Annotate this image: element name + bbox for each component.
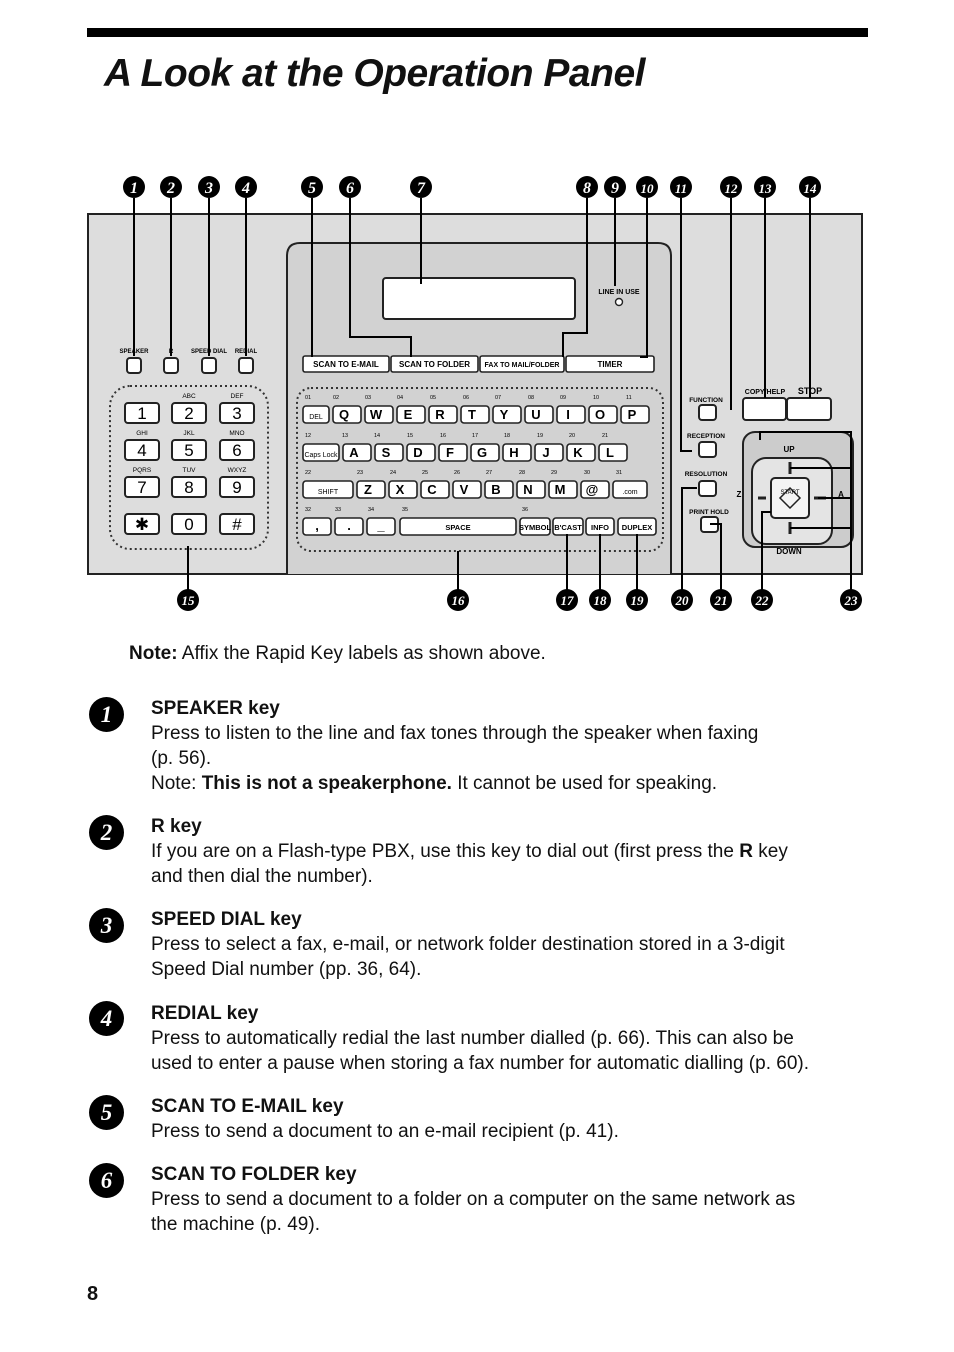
rapid-key-label: Z xyxy=(364,482,372,497)
line-part: If you are on a Flash-type PBX, use this key to dial out (first press the xyxy=(151,841,740,862)
item-bullet-6: 6 xyxy=(89,1163,124,1198)
item-line: (p. 56). xyxy=(151,748,212,769)
rapid-key-number: 09 xyxy=(560,395,567,401)
note-rest: It cannot be used for speaking. xyxy=(451,773,718,794)
item-line: Press to send a document to an e-mail recipient (p. 41). xyxy=(151,1121,619,1142)
callout-number: 21 xyxy=(714,593,728,608)
rapid-key-label: M xyxy=(554,482,566,497)
item-redial xyxy=(151,1001,861,1076)
rapid-key-label: B xyxy=(491,482,501,497)
rapid-key-number: 26 xyxy=(454,470,461,476)
rapid-key-label: N xyxy=(523,482,533,497)
rapid-key-label: Caps Lock xyxy=(304,452,338,459)
item-heading: SCAN TO FOLDER key xyxy=(151,1164,357,1185)
left-label: Z xyxy=(736,490,742,499)
line-part: key xyxy=(752,841,788,862)
resolution-label: RESOLUTION xyxy=(684,471,728,478)
rapid-key-number: 35 xyxy=(402,507,409,513)
rapid-key-label: S xyxy=(381,445,391,460)
rapid-key-label: Y xyxy=(499,407,509,422)
function-key[interactable] xyxy=(699,405,716,420)
rapid-key-number: 02 xyxy=(333,395,340,401)
rapid-key-number: 36 xyxy=(522,507,529,513)
start-key xyxy=(771,478,809,518)
rapid-key-label: F xyxy=(446,445,454,460)
scan-key-label: SCAN TO FOLDER xyxy=(399,360,470,369)
keypad-digit: 8 xyxy=(184,478,194,497)
item-line: Press to automatically redial the last number dialled (p. 66). This can also be xyxy=(151,1028,794,1049)
rapid-key-label: D xyxy=(413,445,423,460)
left-key-label: SPEED DIAL xyxy=(190,349,228,355)
keypad-letters: WXYZ xyxy=(227,467,247,474)
rapid-key-number: 13 xyxy=(342,433,349,439)
note-label: Note: xyxy=(129,643,178,664)
keypad-digit: 2 xyxy=(184,404,194,423)
rapid-key-label: , xyxy=(315,518,319,533)
rapid-key-number: 21 xyxy=(602,433,609,439)
rapid-key-label: DUPLEX xyxy=(621,523,653,532)
operation-panel-diagram xyxy=(0,0,954,640)
item-scan-to-folder xyxy=(151,1162,861,1237)
rapid-key-label: K xyxy=(573,445,583,460)
item-line: and then dial the number). xyxy=(151,866,373,887)
keypad-letters: PQRS xyxy=(132,467,152,474)
stop-label: STOP xyxy=(797,386,823,396)
rapid-key-label: _ xyxy=(377,518,385,533)
rapid-key-number: 18 xyxy=(504,433,511,439)
rapid-key-label: SHIFT xyxy=(317,489,339,496)
keypad-digit: 5 xyxy=(184,441,194,460)
callout-number: 11 xyxy=(674,181,688,196)
item-heading: R key xyxy=(151,816,202,837)
keypad-digit: ✱ xyxy=(134,515,150,534)
callout-number: 10 xyxy=(640,181,654,196)
callout-number: 16 xyxy=(451,593,465,608)
item-line: Press to listen to the line and fax tones through the speaker when faxing xyxy=(151,723,759,744)
rapid-key-label: . xyxy=(347,518,351,533)
note-bold: This is not a speakerphone. xyxy=(201,773,452,794)
line-bold: R xyxy=(739,841,753,862)
note-prefix: Note: xyxy=(151,773,202,794)
copy-help-key[interactable] xyxy=(743,398,786,420)
rapid-key-number: 19 xyxy=(537,433,544,439)
stop-key[interactable] xyxy=(787,398,831,420)
keypad-letters: MNO xyxy=(229,430,245,437)
keypad-digit: 0 xyxy=(184,515,194,534)
rapid-key-number: 11 xyxy=(626,395,632,401)
rapid-key-number: 04 xyxy=(397,395,404,401)
callout-number: 3 xyxy=(205,180,213,197)
scan-key-label: TIMER xyxy=(597,360,623,369)
rapid-key-number: 30 xyxy=(584,470,591,476)
function-label: FUNCTION xyxy=(689,397,723,404)
item-bullet-2: 2 xyxy=(89,815,124,850)
reception-label: RECEPTION xyxy=(687,433,725,440)
rapid-key-number: 12 xyxy=(305,433,312,439)
rapid-key-label: A xyxy=(349,445,359,460)
callout-number: 4 xyxy=(242,180,250,197)
rapid-key-label: .com xyxy=(622,489,638,496)
rapid-key-label: I xyxy=(566,407,570,422)
rapid-key-number: 29 xyxy=(551,470,558,476)
item-bullet-3: 3 xyxy=(89,908,124,943)
item-heading: REDIAL key xyxy=(151,1003,259,1024)
rapid-key-label: E xyxy=(403,407,413,422)
item-line: Press to send a document to a folder on a computer on the same network as xyxy=(151,1189,796,1210)
callout-number: 7 xyxy=(417,180,425,197)
rapid-key-number: 33 xyxy=(335,507,342,513)
page-title: A Look at the Operation Panel xyxy=(104,52,645,95)
keypad-digit: 6 xyxy=(232,441,242,460)
rapid-key-label: INFO xyxy=(591,523,609,532)
rapid-key-label: J xyxy=(542,445,550,460)
start-label: START xyxy=(780,490,800,496)
item-bullet-1: 1 xyxy=(89,697,124,732)
callout-number: 9 xyxy=(611,180,619,197)
rapid-key-label: R xyxy=(435,407,445,422)
rapid-key-number: 34 xyxy=(368,507,375,513)
item-line: Press to select a fax, e-mail, or network folder destination stored in a 3-digit xyxy=(151,934,785,955)
keypad-digit: 1 xyxy=(137,404,147,423)
rapid-key-label: P xyxy=(627,407,637,422)
note-text: Affix the Rapid Key labels as shown above. xyxy=(177,643,546,664)
rapid-key[interactable] xyxy=(557,406,585,423)
item-r-key xyxy=(151,814,861,889)
rapid-key-label: G xyxy=(476,445,488,460)
rapid-key-number: 17 xyxy=(472,433,479,439)
reception-key[interactable] xyxy=(699,442,716,457)
item-line: Speed Dial number (pp. 36, 64). xyxy=(151,959,422,980)
left-key-label: R xyxy=(168,349,174,355)
line-in-use-led xyxy=(616,299,623,306)
rapid-key-number: 16 xyxy=(440,433,447,439)
scan-key-label: SCAN TO E-MAIL xyxy=(313,360,379,369)
keypad-letters: GHI xyxy=(136,430,148,437)
item-line: used to enter a pause when storing a fax number for automatic dialling (p. 60). xyxy=(151,1053,809,1074)
left-key[interactable] xyxy=(202,358,216,373)
item-heading: SPEAKER key xyxy=(151,698,280,719)
callout-number: 15 xyxy=(181,593,195,608)
rapid-key-number: 08 xyxy=(528,395,535,401)
rapid-key-number: 24 xyxy=(390,470,397,476)
rapid-key-label: X xyxy=(395,482,405,497)
rapid-key-number: 32 xyxy=(305,507,312,513)
scan-key-strip xyxy=(303,356,654,372)
keypad-letters: JKL xyxy=(183,430,195,437)
callout-number: 20 xyxy=(675,593,689,608)
right-label: A xyxy=(838,490,844,499)
rapid-key-label: SYMBOL xyxy=(518,523,552,532)
callout-number: 2 xyxy=(167,180,175,197)
rapid-key-label: O xyxy=(594,407,606,422)
rapid-key-number: 25 xyxy=(422,470,429,476)
item-scan-to-email xyxy=(151,1094,861,1144)
page-number: 8 xyxy=(87,1283,99,1305)
rapid-key-number: 15 xyxy=(407,433,414,439)
rapid-key-label: Q xyxy=(338,407,350,422)
rapid-key-number: 20 xyxy=(569,433,576,439)
callout-number: 5 xyxy=(308,180,316,197)
callout-number: 23 xyxy=(844,593,858,608)
item-heading: SCAN TO E-MAIL key xyxy=(151,1096,344,1117)
rapid-key-label: T xyxy=(468,407,476,422)
rapid-key-number: 23 xyxy=(357,470,364,476)
item-heading: SPEED DIAL key xyxy=(151,909,302,930)
rapid-key-label: L xyxy=(606,445,614,460)
rapid-key-label: V xyxy=(459,482,469,497)
item-speed-dial xyxy=(151,907,861,982)
rapid-key-label: H xyxy=(509,445,519,460)
callout-number: 6 xyxy=(346,180,354,197)
item-line: the machine (p. 49). xyxy=(151,1214,320,1235)
left-key[interactable] xyxy=(239,358,253,373)
callout-number: 18 xyxy=(593,593,607,608)
rapid-key-number: 27 xyxy=(486,470,493,476)
rapid-key-label: B'CAST xyxy=(554,523,582,532)
callout-number: 17 xyxy=(560,593,574,608)
left-key[interactable] xyxy=(127,358,141,373)
rapid-key-number: 06 xyxy=(463,395,470,401)
keypad-letters: DEF xyxy=(230,393,244,400)
rapid-key-number: 01 xyxy=(305,395,312,401)
up-label: UP xyxy=(783,445,795,454)
rapid-key-label: SPACE xyxy=(445,523,471,532)
item-speaker xyxy=(151,696,861,796)
callout-number: 12 xyxy=(724,181,738,196)
keypad-digit: 4 xyxy=(137,441,147,460)
rapid-key-number: 03 xyxy=(365,395,372,401)
item-bullet-4: 4 xyxy=(89,1001,124,1036)
left-key-label: REDIAL xyxy=(234,349,258,355)
scan-key-label: FAX TO MAIL/FOLDER xyxy=(484,362,560,369)
keypad-letters: TUV xyxy=(182,467,196,474)
item-bullet-5: 5 xyxy=(89,1095,124,1130)
callout-number: 8 xyxy=(583,180,591,197)
copy-help-label: COPY/HELP xyxy=(744,389,786,396)
keypad-digit: 3 xyxy=(232,404,242,423)
keypad-letters: ABC xyxy=(182,393,196,400)
keypad-digit: 7 xyxy=(137,478,147,497)
rapid-key-number: 07 xyxy=(495,395,502,401)
rapid-key-number: 22 xyxy=(305,470,312,476)
rapid-key-number: 28 xyxy=(519,470,526,476)
callout-number: 1 xyxy=(130,180,138,197)
down-label: DOWN xyxy=(776,547,802,556)
rapid-key-label: U xyxy=(531,407,541,422)
rapid-key-label: C xyxy=(427,482,437,497)
callout-number: 13 xyxy=(758,181,772,196)
line-in-use-label: LINE IN USE xyxy=(598,289,640,296)
rapid-key-note xyxy=(129,643,546,665)
callout-number: 19 xyxy=(630,593,644,608)
rapid-key-number: 10 xyxy=(593,395,600,401)
left-key[interactable] xyxy=(164,358,178,373)
callout-number: 14 xyxy=(803,181,817,196)
rapid-key-number: 31 xyxy=(616,470,623,476)
item-line xyxy=(151,839,861,864)
keypad-digit: 9 xyxy=(232,478,242,497)
rapid-key-label: W xyxy=(369,407,383,422)
rapid-key-number: 14 xyxy=(374,433,381,439)
rapid-key-number: 05 xyxy=(430,395,437,401)
callout-number: 22 xyxy=(755,593,769,608)
resolution-key[interactable] xyxy=(699,481,716,496)
lcd-display xyxy=(383,278,575,319)
print-hold-label: PRINT HOLD xyxy=(689,509,729,516)
rapid-key-label: DEL xyxy=(309,414,323,421)
item-note xyxy=(151,771,861,796)
keypad-digit: # xyxy=(232,515,242,534)
left-key-label: SPEAKER xyxy=(119,349,149,355)
rapid-key-label: @ xyxy=(585,482,599,497)
